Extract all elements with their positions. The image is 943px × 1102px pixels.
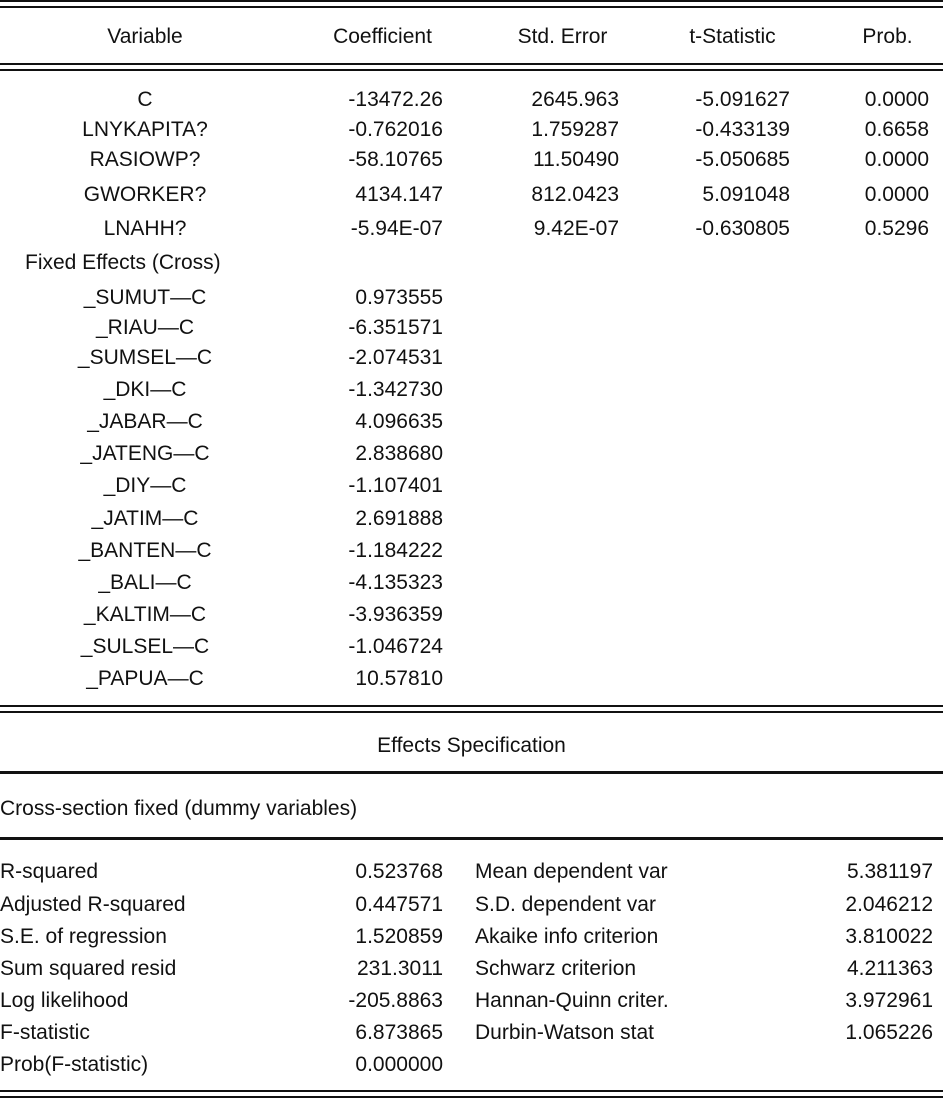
stat-label: Akaike info criterion xyxy=(475,925,659,948)
variable-cell: _JATIM—C xyxy=(91,507,199,530)
coefficient-cell: -5.94E-07 xyxy=(350,217,443,240)
stat-value: 6.873865 xyxy=(355,1021,443,1044)
section-double-rule xyxy=(0,705,943,713)
top-double-rule xyxy=(0,0,943,8)
stat-label: Prob(F-statistic) xyxy=(0,1053,149,1076)
stat-label: F-statistic xyxy=(0,1021,90,1044)
variable-cell: _JATENG—C xyxy=(80,442,210,465)
coefficient-cell: -1.342730 xyxy=(348,378,443,401)
variable-cell: RASIOWP? xyxy=(89,148,201,171)
variable-cell: _RIAU—C xyxy=(95,316,195,339)
list-item xyxy=(0,313,943,343)
coefficient-cell: 2.691888 xyxy=(355,507,443,530)
stats-row xyxy=(0,890,943,920)
variable-cell: _PAPUA—C xyxy=(86,667,204,690)
rule xyxy=(0,837,943,840)
prob-cell: 0.0000 xyxy=(864,148,929,171)
coefficient-cell: 2.838680 xyxy=(355,442,443,465)
variable-cell: _SUMSEL—C xyxy=(77,346,213,369)
table-row xyxy=(0,145,943,175)
header-t-statistic: t-Statistic xyxy=(689,25,776,48)
coefficient-cell: -1.107401 xyxy=(348,474,443,497)
coefficient-cell: 0.973555 xyxy=(355,286,443,309)
coefficient-cell: -58.10765 xyxy=(348,148,443,171)
stat-label: R-squared xyxy=(0,860,99,883)
rule xyxy=(0,771,943,774)
stat-label: Log likelihood xyxy=(0,989,129,1012)
effects-specification-title xyxy=(0,731,943,761)
coefficient-cell: -0.762016 xyxy=(348,118,443,141)
prob-cell: 0.0000 xyxy=(864,183,929,206)
stats-row xyxy=(0,954,943,984)
coefficient-cell: -1.046724 xyxy=(348,635,443,658)
list-item xyxy=(0,568,943,598)
t-statistic-cell: -0.630805 xyxy=(695,217,790,240)
variable-cell: GWORKER? xyxy=(83,183,207,206)
std-error-cell: 9.42E-07 xyxy=(533,217,619,240)
t-statistic-cell: -5.091627 xyxy=(695,88,790,111)
prob-cell: 0.5296 xyxy=(864,217,929,240)
stat-value: 0.000000 xyxy=(355,1053,443,1076)
variable-cell: LNAHH? xyxy=(103,217,187,240)
cross-section-row xyxy=(0,794,943,824)
header-prob: Prob. xyxy=(862,25,913,48)
stat-label: Hannan-Quinn criter. xyxy=(475,989,669,1012)
coefficient-cell: -6.351571 xyxy=(348,316,443,339)
stats-row xyxy=(0,922,943,952)
std-error-cell: 1.759287 xyxy=(531,118,619,141)
t-statistic-cell: -0.433139 xyxy=(695,118,790,141)
coefficient-cell: -3.936359 xyxy=(348,603,443,626)
stats-row xyxy=(0,857,943,887)
variable-cell: C xyxy=(137,88,153,111)
stat-value: 5.381197 xyxy=(846,860,933,883)
bottom-double-rule xyxy=(0,1090,943,1098)
table-row xyxy=(0,85,943,115)
list-item xyxy=(0,375,943,405)
stat-value: -205.8863 xyxy=(348,989,443,1012)
stat-label: Sum squared resid xyxy=(0,957,177,980)
table-header-row xyxy=(0,22,943,52)
stats-row xyxy=(0,1018,943,1048)
stat-value: 3.810022 xyxy=(845,925,933,948)
stat-value: 3.972961 xyxy=(845,989,933,1012)
table-row xyxy=(0,214,943,244)
header-coefficient: Coefficient xyxy=(333,25,432,48)
coefficient-cell: 4.096635 xyxy=(355,410,443,433)
list-item xyxy=(0,536,943,566)
variable-cell: _KALTIM—C xyxy=(83,603,207,626)
list-item xyxy=(0,632,943,662)
coefficient-cell: 10.57810 xyxy=(355,667,443,690)
list-item xyxy=(0,343,943,373)
variable-cell: _DIY—C xyxy=(103,474,187,497)
variable-cell: _JABAR—C xyxy=(87,410,203,433)
stat-label: Durbin-Watson stat xyxy=(475,1021,654,1044)
list-item xyxy=(0,407,943,437)
std-error-cell: 812.0423 xyxy=(531,183,619,206)
list-item xyxy=(0,283,943,313)
stat-label: S.D. dependent var xyxy=(475,893,656,916)
list-item xyxy=(0,600,943,630)
stat-value: 2.046212 xyxy=(845,893,933,916)
stat-value: 1.065226 xyxy=(845,1021,933,1044)
stats-row xyxy=(0,986,943,1016)
stat-value: 231.3011 xyxy=(356,957,443,980)
fixed-effects-label: Fixed Effects (Cross) xyxy=(25,251,221,274)
effects-specification-label: Effects Specification xyxy=(377,734,566,757)
stat-value: 0.523768 xyxy=(355,860,443,883)
stat-label: Schwarz criterion xyxy=(475,957,637,980)
fixed-effects-heading xyxy=(0,248,943,278)
prob-cell: 0.0000 xyxy=(864,88,929,111)
cross-section-label: Cross-section fixed (dummy variables) xyxy=(0,797,358,820)
table-row xyxy=(0,115,943,145)
table-row xyxy=(0,180,943,210)
stat-value: 4.211363 xyxy=(846,957,933,980)
stat-value: 1.520859 xyxy=(355,925,443,948)
header-std-error: Std. Error xyxy=(517,25,608,48)
variable-cell: _SULSEL—C xyxy=(80,635,210,658)
stat-label: Mean dependent var xyxy=(475,860,668,883)
variable-cell: _DKI—C xyxy=(103,378,187,401)
stats-row xyxy=(0,1050,943,1080)
coefficient-cell: -2.074531 xyxy=(348,346,443,369)
coefficient-cell: -13472.26 xyxy=(348,88,443,111)
t-statistic-cell: -5.050685 xyxy=(695,148,790,171)
header-variable: Variable xyxy=(107,25,183,48)
variable-cell: _BANTEN—C xyxy=(78,539,212,562)
variable-cell: _SUMUT—C xyxy=(83,286,207,309)
list-item xyxy=(0,664,943,694)
list-item xyxy=(0,504,943,534)
variable-cell: _BALI—C xyxy=(98,571,192,594)
list-item xyxy=(0,439,943,469)
list-item xyxy=(0,471,943,501)
variable-cell: LNYKAPITA? xyxy=(82,118,208,141)
stat-label: Adjusted R-squared xyxy=(0,893,186,916)
prob-cell: 0.6658 xyxy=(864,118,929,141)
header-double-rule xyxy=(0,63,943,71)
stat-label: S.E. of regression xyxy=(0,925,167,948)
stat-value: 0.447571 xyxy=(355,893,443,916)
coefficient-cell: -1.184222 xyxy=(348,539,443,562)
std-error-cell: 2645.963 xyxy=(531,88,619,111)
coefficient-cell: -4.135323 xyxy=(348,571,443,594)
coefficient-cell: 4134.147 xyxy=(355,183,443,206)
std-error-cell: 11.50490 xyxy=(532,148,619,171)
t-statistic-cell: 5.091048 xyxy=(702,183,790,206)
